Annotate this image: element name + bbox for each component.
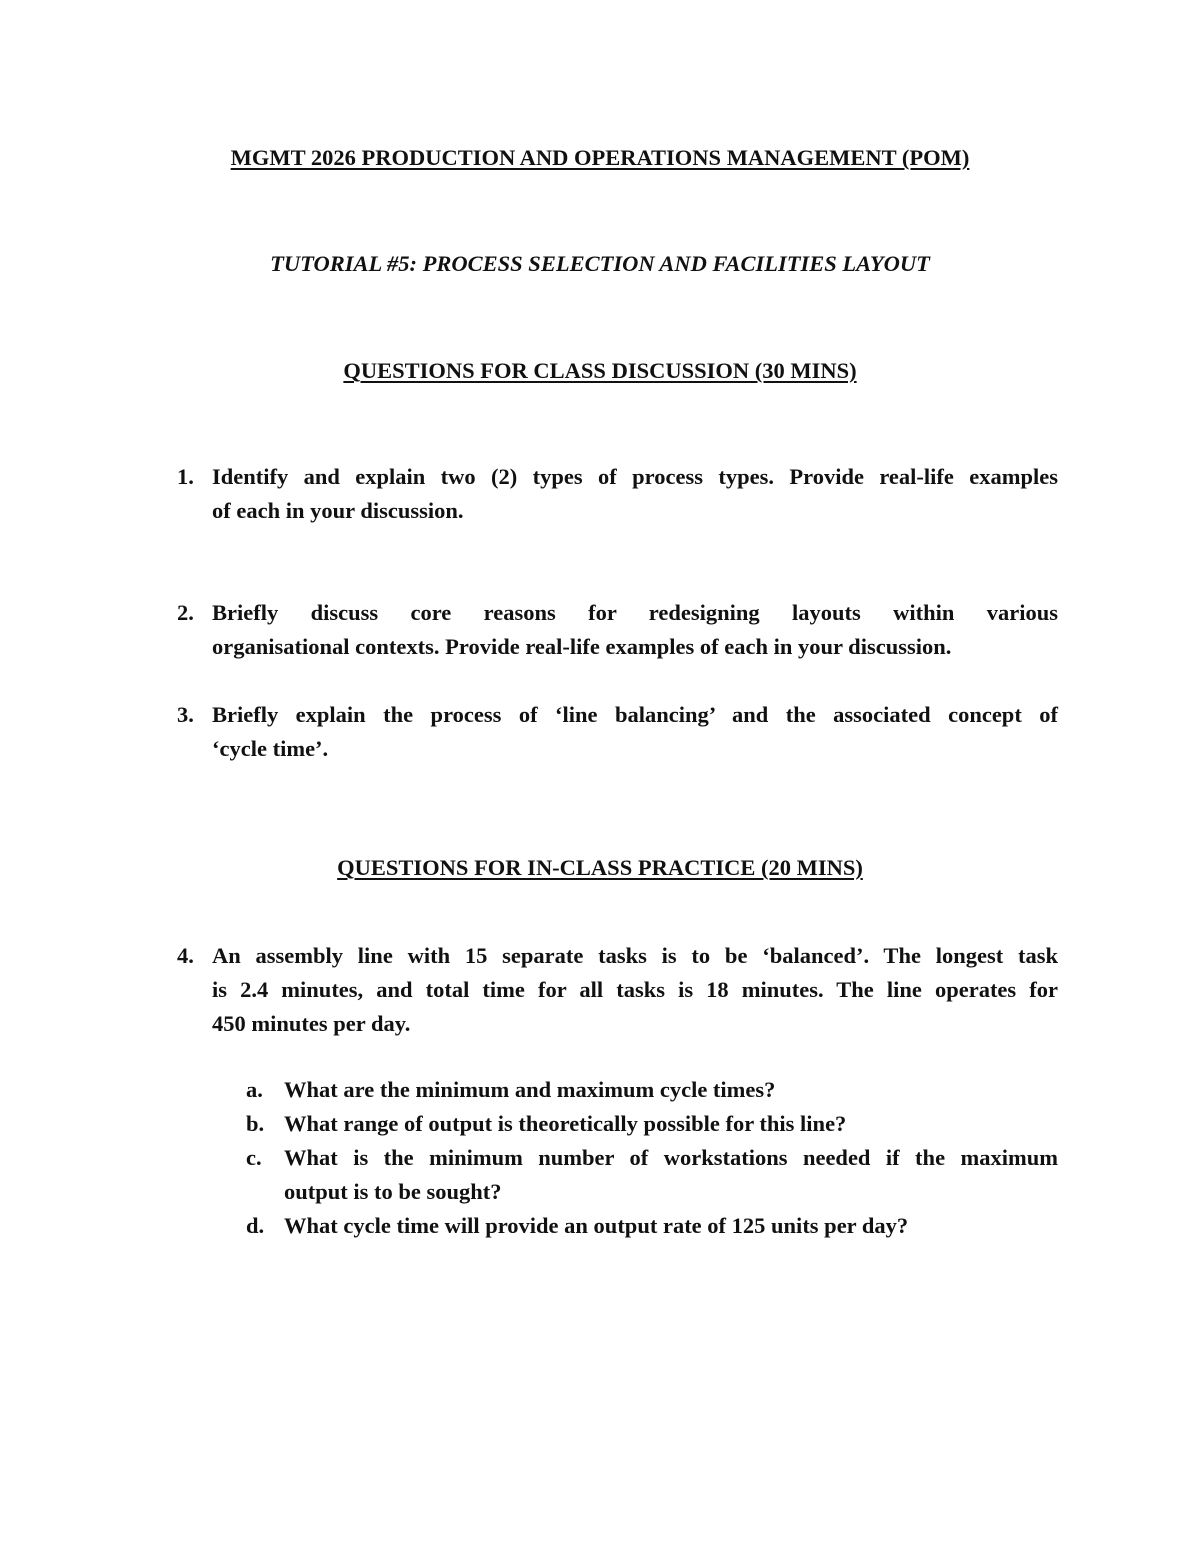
- part-a-text: What are the minimum and maximum cycle times?: [284, 1077, 776, 1102]
- part-b-letter: b.: [246, 1111, 265, 1136]
- part-c-letter: c.: [246, 1145, 262, 1170]
- question-1-number: 1.: [177, 464, 194, 489]
- question-3-number: 3.: [177, 702, 194, 727]
- discussion-heading: QUESTIONS FOR CLASS DISCUSSION (30 MINS): [343, 358, 857, 383]
- question-2-line-2: organisational contexts. Provide real-life examples of each in your discussion.: [212, 634, 952, 659]
- question-3-line-1: Briefly explain the process of ‘line balancing’ and the associated concept of: [212, 702, 1058, 727]
- question-3-line-2: ‘cycle time’.: [212, 736, 329, 761]
- question-4-line-3: 450 minutes per day.: [212, 1011, 411, 1036]
- question-1-line-2: of each in your discussion.: [212, 498, 464, 523]
- question-2-number: 2.: [177, 600, 194, 625]
- course-title: MGMT 2026 PRODUCTION AND OPERATIONS MANAGEMENT (POM): [230, 145, 970, 170]
- part-c-line-2: output is to be sought?: [284, 1179, 502, 1204]
- question-4-number: 4.: [177, 943, 194, 968]
- tutorial-title: TUTORIAL #5: PROCESS SELECTION AND FACILITIES LAYOUT: [270, 251, 930, 276]
- question-1-line-1: Identify and explain two (2) types of process types. Provide real-life examples: [212, 464, 1058, 489]
- practice-heading: QUESTIONS FOR IN-CLASS PRACTICE (20 MINS): [337, 855, 863, 880]
- question-4-line-1: An assembly line with 15 separate tasks is to be ‘balanced’. The longest task: [212, 943, 1058, 968]
- part-c-line-1: What is the minimum number of workstations needed if the maximum: [284, 1145, 1058, 1170]
- part-b-text: What range of output is theoretically possible for this line?: [284, 1111, 847, 1136]
- part-a-letter: a.: [246, 1077, 263, 1102]
- question-2-line-1: Briefly discuss core reasons for redesigning layouts within various: [212, 600, 1058, 625]
- question-4-line-2: is 2.4 minutes, and total time for all tasks is 18 minutes. The line operates for: [212, 977, 1058, 1002]
- part-d-text: What cycle time will provide an output rate of 125 units per day?: [284, 1213, 909, 1238]
- part-d-letter: d.: [246, 1213, 265, 1238]
